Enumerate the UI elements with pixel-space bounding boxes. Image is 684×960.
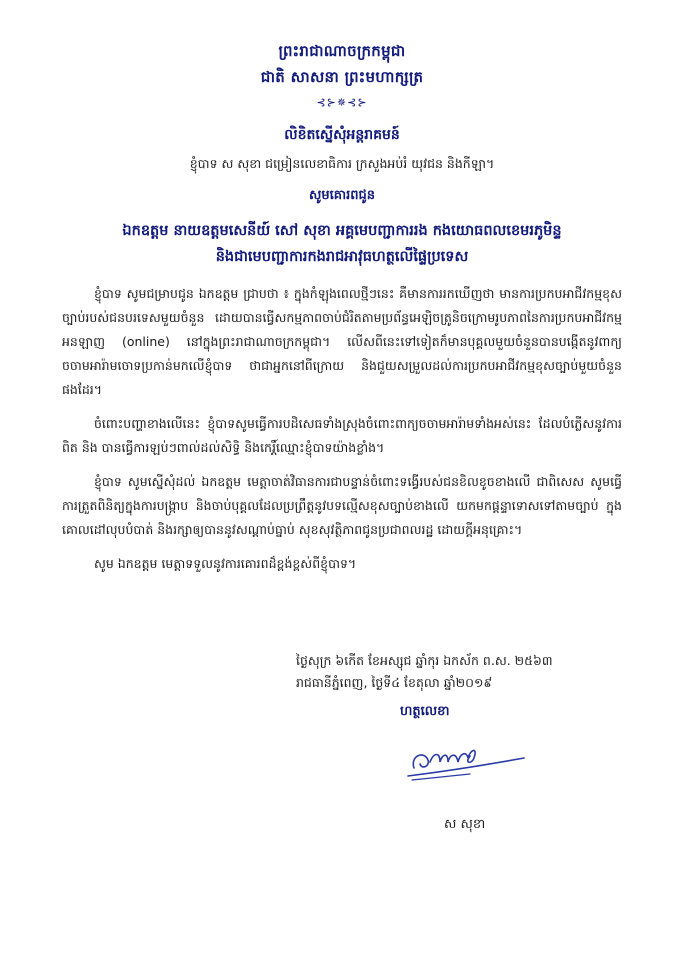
date-block	[296, 650, 553, 694]
recipient-block	[62, 218, 622, 270]
ornament-divider: ⊰⊱✵⊰⊱	[316, 96, 368, 109]
body-paragraph-1: ខ្ញុំបាទ សូមជម្រាបជូន ឯកឧត្តម ជ្រាបថា ៖ ក្នុងកំឡុងពេលថ្មីៗនេះ គឺមានការរកឃើញថា មានការប្រកបអាជីវកម្មខុសច្បាប់របស់ជនបរទេសមួយចំនួន ដោយបានធ្វើសកម្មភាពចាប់ជំរិតតាមប្រព័ន្ធអេឡិចត្រូនិចក្រោមរូបភាពនៃការប្រកបអាជីវកម្ម អនឡាញ (online) នៅក្នុងព្រះរាជាណាចក្រកម្ពុជា។ លើសពីនេះទៅទៀតក៏មានបុគ្គលមួយចំនួនបានបង្កើតនូវពាក្យចចាមអារ៉ាមចោទប្រកាន់មកលើខ្ញុំបាទ ថាជាអ្នកនៅពីក្រោយ និងជួយសម្រួលដល់ការប្រកបអាជីវកម្មខុសច្បាប់មួយចំនួនផងដែរ។	[62, 286, 622, 397]
letter-title: លិខិតស្នើសុំអន្តរាគមន៍	[284, 127, 400, 143]
handwritten-signature	[400, 728, 530, 788]
lunar-date: ថ្ងៃសុក្រ ៦កើត ខែអស្សុជ ឆ្នាំកុរ ឯកស័ក ព.ស. ២៥៦៣	[296, 653, 553, 668]
kingdom-motto: ព្រះរាជាណាចក្រកម្ពុជា	[278, 42, 406, 60]
sender-line: ខ្ញុំបាទ ស សុខា ជម្រៀនលេខាធិការ ក្រសួងអប់រំ យុវជន និងកីឡា។	[189, 156, 495, 171]
body-paragraph-3: ខ្ញុំបាទ សូមស្នើសុំដល់ ឯកឧត្តម មេត្តាចាត់វិធានការជាបន្ទាន់ចំពោះទង្វើរបស់ជនខិលខូចខាងលើ ជាពិសេស សូមធ្វើការត្រួតពិនិត្យក្នុងការបង្ក្រាប និងចាប់បុគ្គលដែលប្រព្រឹត្តនូវបទល្មើសខុសច្បាប់ខាងលើ យកមកផ្តន្ទាទោសទៅតាមច្បាប់ ក្នុងគោលដៅលុបបំបាត់ និងរក្សាឲ្យបាននូវសណ្តាប់ធ្នាប់ សុខសុវត្ថិភាពជូនប្រជាពលរដ្ឋ ដោយក្តីអនុគ្រោះ។	[62, 474, 622, 537]
solar-date: រាជធានីភ្នំពេញ, ថ្ងៃទី៤ ខែតុលា ឆ្នាំ២០១៩	[296, 675, 493, 690]
signer-name: ស សុខា	[444, 817, 486, 832]
recipient-line-2: និងជាមេបញ្ជាការកងរាជអាវុធហត្ថលើផ្ទៃប្រទេស	[215, 248, 469, 265]
recipient-line-1: ឯកឧត្តម នាយឧត្តមសេនីយ៍ សៅ សុខា អគ្គមេបញ្ជាការរង កងយោធពលខេមរភូមិន្ទ	[122, 222, 562, 239]
nation-religion-king-motto: ជាតិ សាសនា ព្រះមហាក្សត្រ	[260, 68, 424, 86]
signature-label: ហត្ថលេខា	[400, 704, 450, 719]
body-paragraph-2: ចំពោះបញ្ហាខាងលើនេះ ខ្ញុំបាទសូមធ្វើការបដិសេធទាំងស្រុងចំពោះពាក្យចចាមអារ៉ាមទាំងអស់នេះ ដែលបំភ្លើសនូវការពិត និង បានធ្វើការឡប់ៗពាល់ដល់សិទ្ធិ និងកេរ្តិ៍ឈ្មោះខ្ញុំបាទយ៉ាងខ្លាំង។	[62, 416, 622, 455]
closing-line: សូម ឯកឧត្តម មេត្តាទទួលនូវការគោរពដ៏ខ្ពង់ខ្ពស់ពីខ្ញុំបាទ។	[94, 556, 357, 571]
salutation: សូមគោរពជូន	[308, 188, 375, 203]
